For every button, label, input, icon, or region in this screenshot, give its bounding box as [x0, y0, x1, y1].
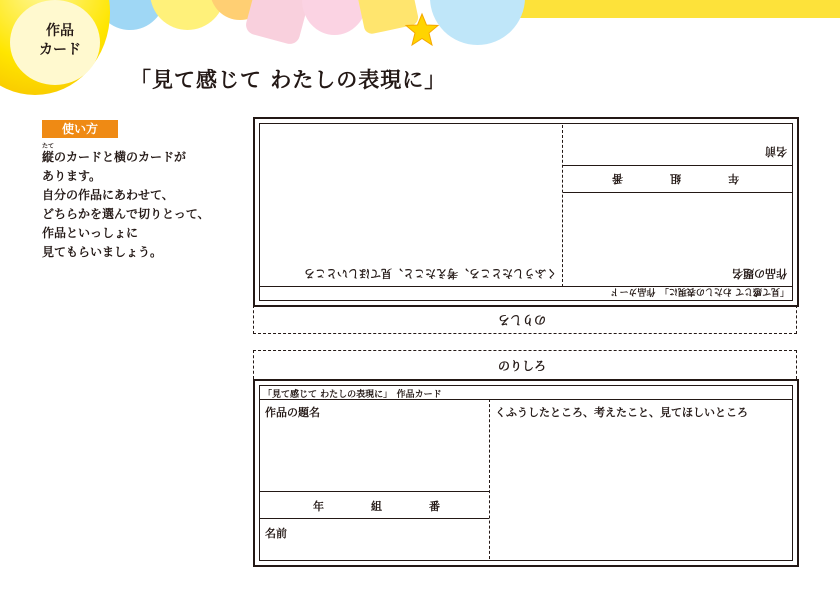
pink-block-decoration — [244, 0, 311, 46]
pink-balloon-decoration — [302, 0, 367, 35]
instruction-line: どちらかを選んで切りとって、 — [42, 207, 210, 221]
card-header: 「見て感じて わたしの表現に」 作品カード — [610, 286, 789, 296]
usage-instructions — [42, 148, 242, 262]
class-row-bottom — [563, 165, 793, 166]
class-row-top — [259, 491, 489, 492]
instruction-line: 自分の作品にあわせて、 — [42, 188, 174, 202]
name-label: 名前 — [765, 145, 787, 158]
ruby-annotation: たて — [42, 143, 55, 150]
instruction-line: あります。 — [42, 169, 102, 183]
lower-glue-tab-label: のりしろ — [498, 359, 547, 373]
notes-label: くふうしたところ、考えたこと、見てほしいところ — [495, 406, 748, 419]
year-label: 年 — [313, 500, 324, 513]
name-label: 名前 — [265, 527, 287, 540]
number-label: 番 — [612, 172, 623, 185]
work-title-label: 作品の題名 — [265, 406, 320, 419]
upper-work-card — [253, 117, 799, 307]
instruction-line: 作品といっしょに — [42, 226, 139, 240]
light-blue-balloon-decoration — [430, 0, 525, 45]
number-label: 番 — [429, 500, 440, 513]
notes-label: くふうしたところ、考えたこと、見てほしいところ — [304, 267, 557, 280]
year-label: 年 — [728, 172, 739, 185]
card-column-divider — [562, 125, 563, 287]
card-column-divider — [489, 399, 490, 559]
class-label: 組 — [670, 172, 681, 185]
lower-work-card — [253, 379, 799, 567]
star-icon — [404, 12, 440, 48]
class-row-bottom — [259, 518, 489, 519]
top-yellow-bar — [520, 0, 840, 18]
class-label: 組 — [371, 500, 382, 513]
usage-badge: 使い方 — [42, 120, 118, 138]
instruction-line: 縦のカードと横のカードが — [42, 150, 187, 164]
class-row-top — [563, 192, 793, 193]
page-title: 「見て感じて わたしの表現に」 — [130, 68, 447, 92]
header-label: 作品 カード — [39, 23, 81, 58]
upper-glue-tab-label: のりしろ — [498, 313, 547, 327]
work-title-label: 作品の題名 — [732, 267, 787, 280]
instruction-line: 見てもらいましょう。 — [42, 245, 163, 259]
card-header: 「見て感じて わたしの表現に」 作品カード — [263, 390, 442, 400]
